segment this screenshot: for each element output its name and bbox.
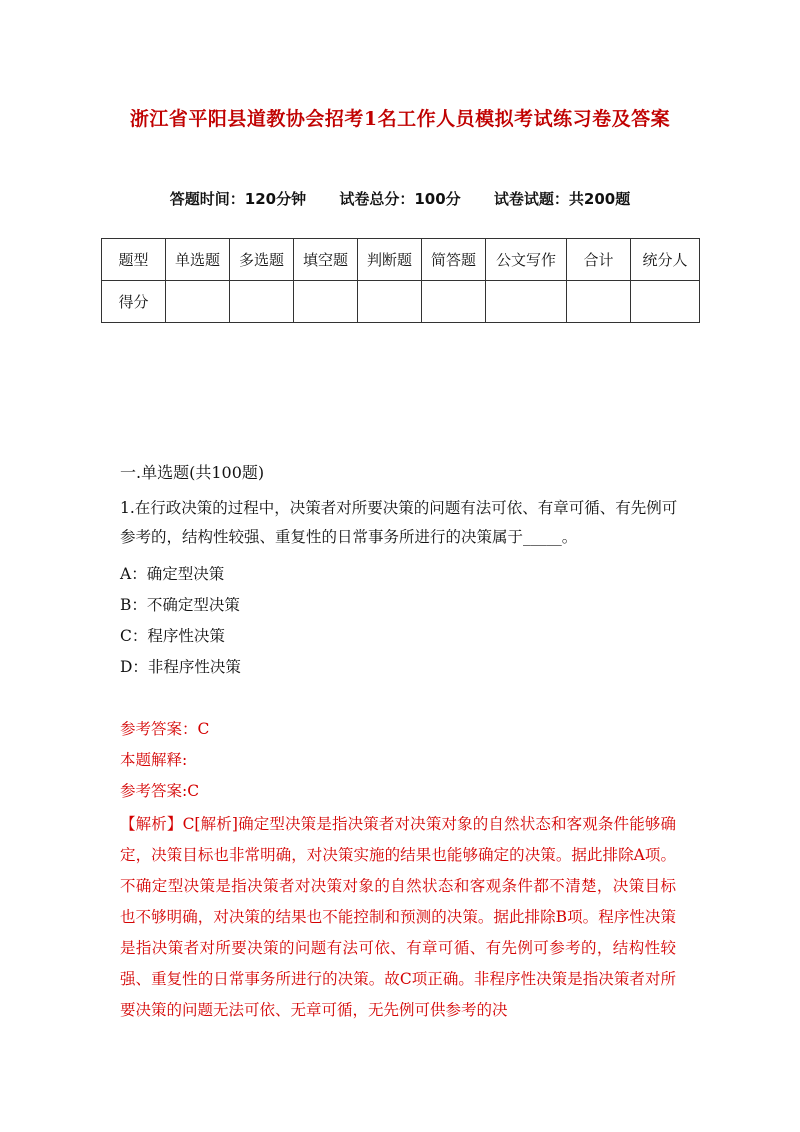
document-title: 浙江省平阳县道教协会招考1名工作人员模拟考试练习卷及答案 [129,108,671,130]
header-cell: 判断题 [358,239,422,281]
explanation-label: 本题解释: [120,751,188,769]
header-cell: 单选题 [166,239,230,281]
option-a: A：确定型决策 [120,565,225,583]
exam-question-count: 试卷试题：共200题 [493,190,631,208]
score-cell [486,281,567,323]
exam-total-score: 试卷总分：100分 [339,190,461,208]
score-cell [166,281,230,323]
score-table [101,238,700,323]
header-cell: 多选题 [230,239,294,281]
reference-answer-2: 参考答案:C [120,782,200,800]
header-cell: 公文写作 [486,239,567,281]
exam-time: 答题时间：120分钟 [169,190,307,208]
header-cell: 合计 [567,239,631,281]
row-label-cell: 得分 [102,281,166,323]
score-table-score-row [102,281,700,323]
explanation-text: 【解析】C[解析]确定型决策是指决策者对决策对象的自然状态和客观条件能够确定，决策目标也非常明确，对决策实施的结果也能够确定的决策。据此排除A项。不确定型决策是指决策者对决策对象的自然状态和客观条件都不清楚，决策目标也不够明确，对决策的结果也不能控制和预测的决策。据此排除B项。程序性决策是指决策者对所要决策的问题有法可依、有章可循、有先例可参考的，结构性较强、重复性的日常事务所进行的决策。故C项正确。非程序性决策是指决策者对所要决策的问题无法可依、无章可循，无先例可供参考的决 [120,815,676,1019]
header-cell: 简答题 [422,239,486,281]
header-cell: 统分人 [631,239,700,281]
exam-meta [0,188,800,209]
score-cell [631,281,700,323]
score-cell [567,281,631,323]
score-cell [422,281,486,323]
score-cell [358,281,422,323]
option-c: C：程序性决策 [120,627,225,645]
header-cell: 填空题 [294,239,358,281]
score-table-header-row [102,239,700,281]
option-d: D：非程序性决策 [120,658,241,676]
score-cell [230,281,294,323]
section-heading: 一.单选题(共100题) [120,463,265,482]
question-text: 1.在行政决策的过程中，决策者对所要决策的问题有法可依、有章可循、有先例可参考的，结构性较强、重复性的日常事务所进行的决策属于_____。 [120,499,678,546]
reference-answer: 参考答案：C [120,720,210,738]
score-cell [294,281,358,323]
header-cell: 题型 [102,239,166,281]
option-b: B：不确定型决策 [120,596,240,614]
